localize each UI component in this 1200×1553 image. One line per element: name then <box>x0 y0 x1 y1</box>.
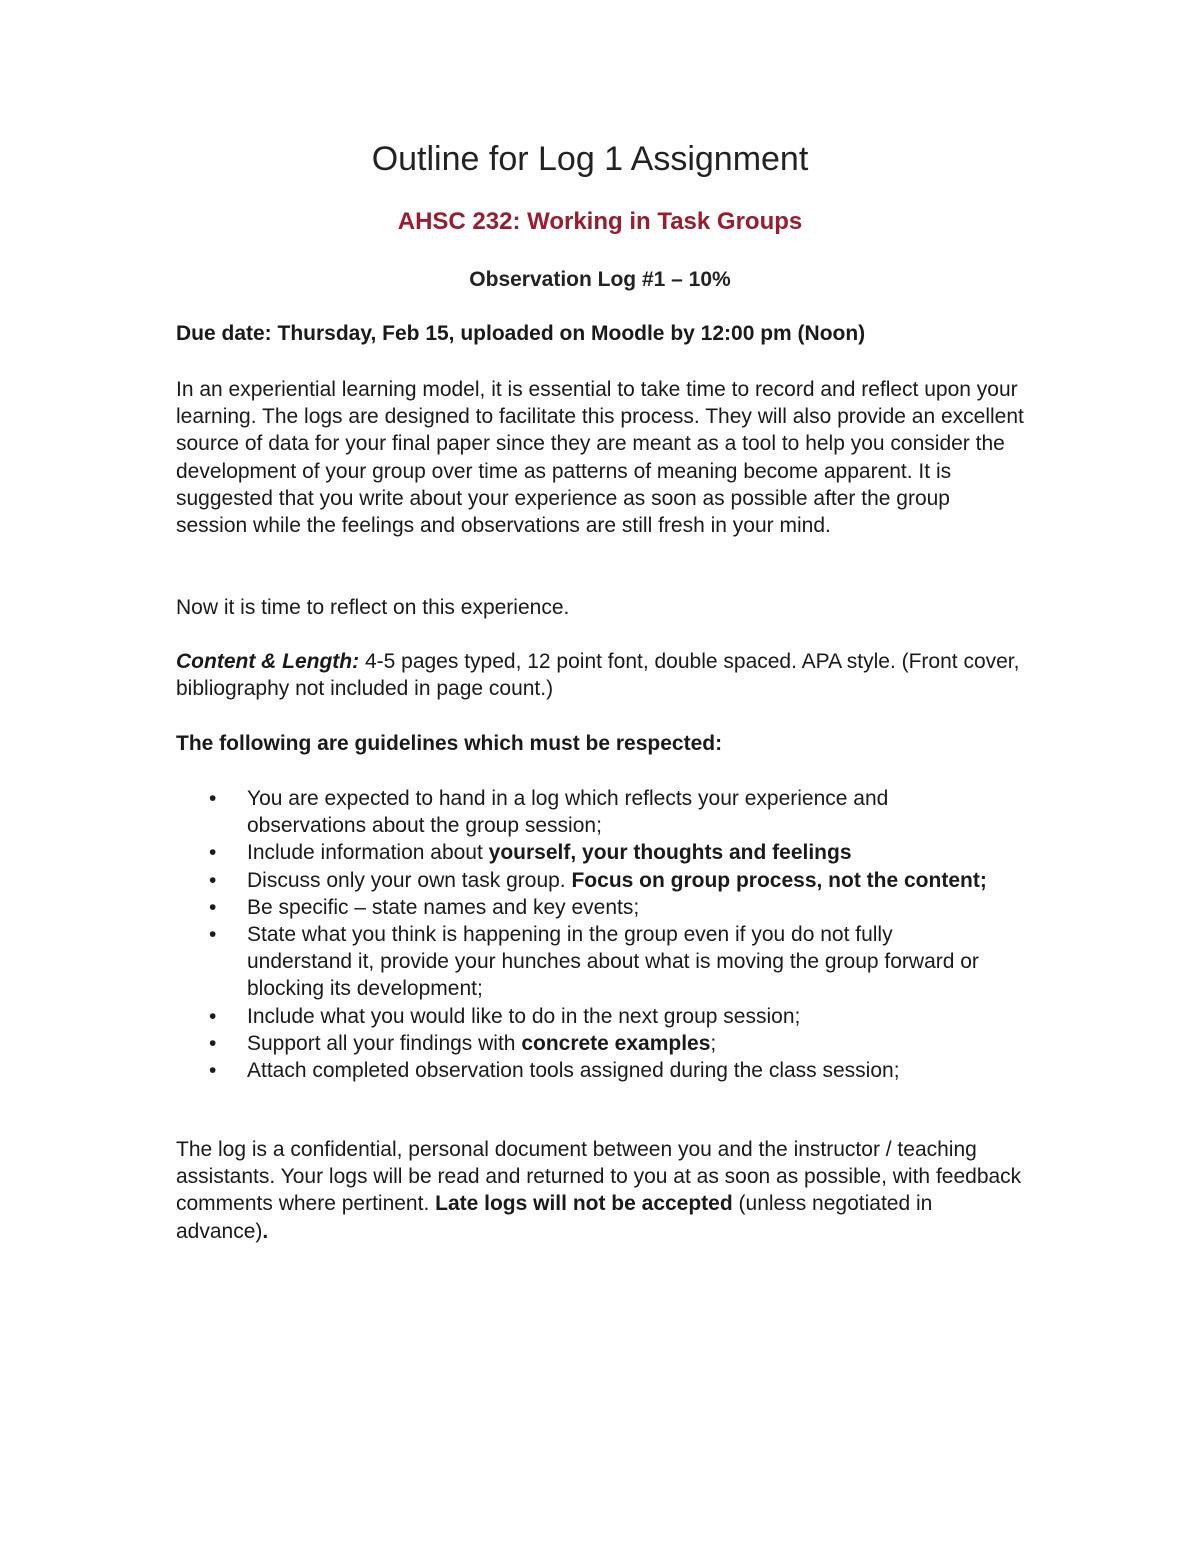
content-length-label: Content & Length: <box>176 650 360 673</box>
due-date: Due date: Thursday, Feb 15, uploaded on Moodle by 12:00 pm (Noon) <box>176 322 866 345</box>
list-item-text: Include information about <box>247 841 489 865</box>
list-item-text: Support all your findings with <box>247 1031 522 1055</box>
closing-after: (unless negotiated in advance) <box>176 1192 933 1243</box>
observation-log-heading: Observation Log #1 – 10% <box>469 268 731 291</box>
list-item <box>176 839 996 866</box>
list-item <box>176 1003 996 1030</box>
document-title: Outline for Log 1 Assignment <box>371 140 809 178</box>
list-item <box>176 1057 996 1084</box>
list-item-text: Attach completed observation tools assigned during the class session; <box>247 1059 900 1083</box>
bullet-icon: • <box>209 868 217 892</box>
list-item-emphasis: Focus on group process, not the content; <box>571 868 987 892</box>
intro-paragraph: In an experiential learning model, it is essential to take time to record and reflect upon your learning. The logs are designed to facilitate this process. They will also provide an excellent source of data for your final paper since they are meant as a tool to help you consider the development of your group over time as patterns of meaning become apparent. It is suggested that you write about your experience as soon as possible after the group session while the feelings and observations are still fresh in your mind. <box>176 378 1024 538</box>
list-item-text: Include what you would like to do in the next group session; <box>247 1004 801 1028</box>
list-item-emphasis: yourself, your thoughts and feelings <box>488 841 852 865</box>
bullet-icon: • <box>209 923 217 947</box>
list-item-text: State what you think is happening in the group even if you do not fully understand it, provide your hunches about what is moving the group forward or blocking its development; <box>247 923 979 1001</box>
content-length-text: 4-5 pages typed, 12 point font, double spaced. APA style. (Front cover, bibliography not included in page count.) <box>176 650 1020 701</box>
list-item-text: Discuss only your own task group. <box>247 868 572 892</box>
list-item <box>176 867 996 894</box>
list-item-suffix: ; <box>710 1031 717 1055</box>
bullet-icon: • <box>209 787 217 810</box>
bullet-icon: • <box>209 1059 217 1083</box>
closing-text: The log is a confidential, personal document between you and the instructor / teaching assistants. Your logs will be read and returned to you at as soon as possible, with feedback comments where pertinent. <box>176 1138 1022 1216</box>
bullet-icon: • <box>209 841 217 865</box>
bullet-icon: • <box>209 1031 217 1055</box>
closing-paragraph <box>176 1136 1026 1245</box>
list-item <box>176 921 996 1003</box>
late-logs-notice: Late logs will not be accepted <box>435 1192 733 1216</box>
guidelines-heading: The following are guidelines which must be respected: <box>176 732 723 755</box>
list-item-text: Be specific – state names and key events; <box>247 895 640 919</box>
list-item <box>176 785 996 839</box>
reflect-paragraph: Now it is time to reflect on this experience. <box>176 596 570 619</box>
list-item <box>176 1030 996 1057</box>
guidelines-list <box>176 785 996 1084</box>
closing-period: . <box>262 1219 269 1243</box>
bullet-icon: • <box>209 1004 217 1028</box>
list-item <box>176 894 996 921</box>
course-heading: AHSC 232: Working in Task Groups <box>397 208 803 235</box>
list-item-text: You are expected to hand in a log which reflects your experience and observations about the group session; <box>247 787 889 838</box>
list-item-emphasis: concrete examples <box>521 1031 711 1055</box>
content-length-paragraph <box>176 648 1026 702</box>
bullet-icon: • <box>209 895 217 919</box>
